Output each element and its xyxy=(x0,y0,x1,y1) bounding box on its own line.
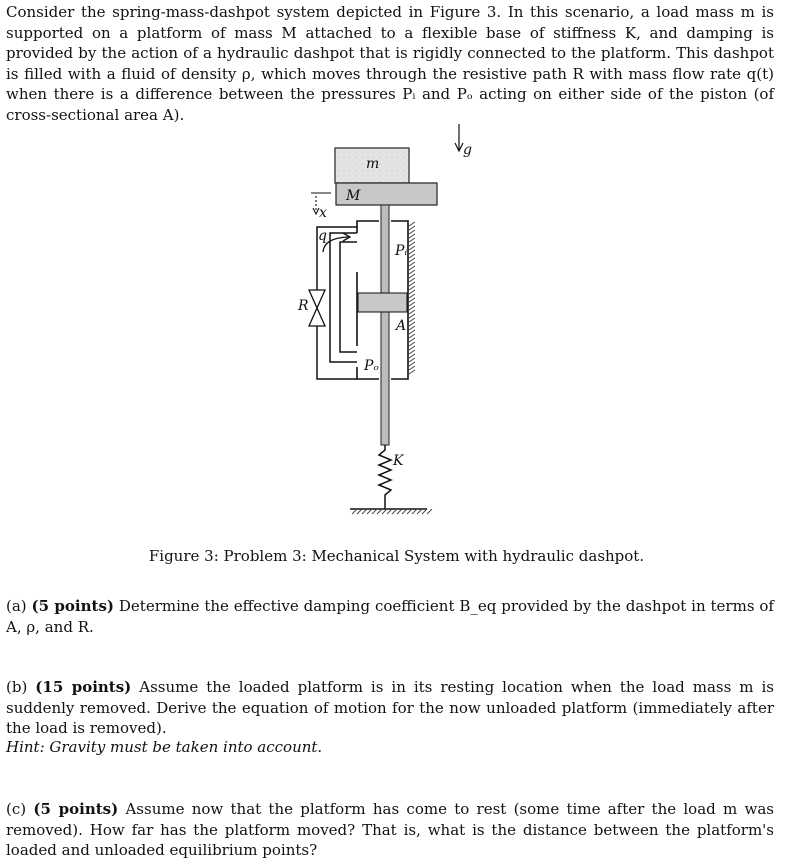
question-a-tag: (a) xyxy=(6,597,27,615)
piston-head xyxy=(358,293,407,312)
label-Pi: Pᵢ xyxy=(395,243,408,259)
hatch-mark xyxy=(409,330,415,334)
valve-R xyxy=(309,290,325,326)
question-a-text: Determine the effective damping coefficient B_eq provided by the dashpot in terms of A, ρ, and R. xyxy=(6,597,774,636)
hatch-mark xyxy=(409,358,415,362)
label-g: g xyxy=(463,142,472,158)
hatch-mark xyxy=(409,230,415,234)
label-R: R xyxy=(298,298,309,314)
dashpot-figure xyxy=(290,118,500,530)
hatch-mark xyxy=(409,262,415,266)
hatch-mark xyxy=(409,338,415,342)
hatch-mark xyxy=(409,270,415,274)
cylinder-wall-hatch xyxy=(409,222,415,374)
question-b-points: (15 points) xyxy=(35,678,132,696)
hatch-mark xyxy=(409,254,415,258)
hatch-mark xyxy=(409,238,415,242)
label-M: M xyxy=(346,188,361,204)
hatch-mark xyxy=(409,278,415,282)
hatch-mark xyxy=(409,302,415,306)
hatch-mark xyxy=(409,290,415,294)
hatch-mark xyxy=(409,222,415,226)
hatch-mark xyxy=(409,370,415,374)
hatch-mark xyxy=(409,318,415,322)
hatch-mark xyxy=(409,346,415,350)
label-x: x xyxy=(319,205,327,221)
ground-hatch-mark xyxy=(427,509,432,514)
label-K: K xyxy=(393,453,404,469)
hatch-mark xyxy=(409,342,415,346)
question-b xyxy=(6,677,774,739)
hatch-mark xyxy=(409,310,415,314)
question-b-tag: (b) xyxy=(6,678,28,696)
hatch-mark xyxy=(409,274,415,278)
hatch-mark xyxy=(409,294,415,298)
question-a xyxy=(6,596,774,637)
question-b-hint: Hint: Gravity must be taken into account. xyxy=(6,738,323,756)
hatch-mark xyxy=(409,326,415,330)
spring-K xyxy=(379,445,391,509)
question-c-text: Assume now that the platform has come to rest (some time after the load m was removed). How far has the platform moved? That is, what is the distance between the platform's loaded and unloaded equilibrium points? xyxy=(6,800,774,859)
hatch-mark xyxy=(409,246,415,250)
hatch-mark xyxy=(409,226,415,230)
hatch-mark xyxy=(409,314,415,318)
label-q: q xyxy=(318,228,327,244)
question-a-points: (5 points) xyxy=(31,597,114,615)
intro-paragraph: Consider the spring-mass-dashpot system depicted in Figure 3. In this scenario, a load mass m is supported on a platform of mass M attached to a flexible base of stiffness K, and damping is provided by the action of a hydraulic dashpot that is rigidly connected to the platform. This dashpot is filled with a fluid of density ρ, which moves through the resistive path R with mass flow rate q(t) when there is a difference between the pressures Pᵢ and Pₒ acting on either side of the piston (of cross-sectional area A). xyxy=(6,3,774,124)
question-b-text: Assume the loaded platform is in its resting location when the load mass m is suddenly removed. Derive the equation of motion for the now unloaded platform (immediately after the load is removed). xyxy=(6,678,774,737)
hatch-mark xyxy=(409,306,415,310)
label-m: m xyxy=(366,156,380,172)
hatch-mark xyxy=(409,322,415,326)
gravity-arrow xyxy=(455,124,463,151)
piston-rod xyxy=(381,205,389,445)
hatch-mark xyxy=(409,286,415,290)
hatch-mark xyxy=(409,350,415,354)
hatch-mark xyxy=(409,266,415,270)
label-A: A xyxy=(396,318,407,334)
hatch-mark xyxy=(409,362,415,366)
hatch-mark xyxy=(409,354,415,358)
question-c-points: (5 points) xyxy=(33,800,119,818)
hatch-mark xyxy=(409,242,415,246)
hatch-mark xyxy=(409,258,415,262)
hatch-mark xyxy=(409,250,415,254)
figure-caption: Figure 3: Problem 3: Mechanical System with hydraulic dashpot. xyxy=(148,547,645,565)
hatch-mark xyxy=(409,282,415,286)
hatch-mark xyxy=(409,298,415,302)
question-c-tag: (c) xyxy=(6,800,27,818)
hatch-mark xyxy=(409,366,415,370)
hatch-mark xyxy=(409,234,415,238)
hatch-mark xyxy=(409,334,415,338)
label-Po: Pₒ xyxy=(364,358,379,374)
question-c xyxy=(6,799,774,861)
